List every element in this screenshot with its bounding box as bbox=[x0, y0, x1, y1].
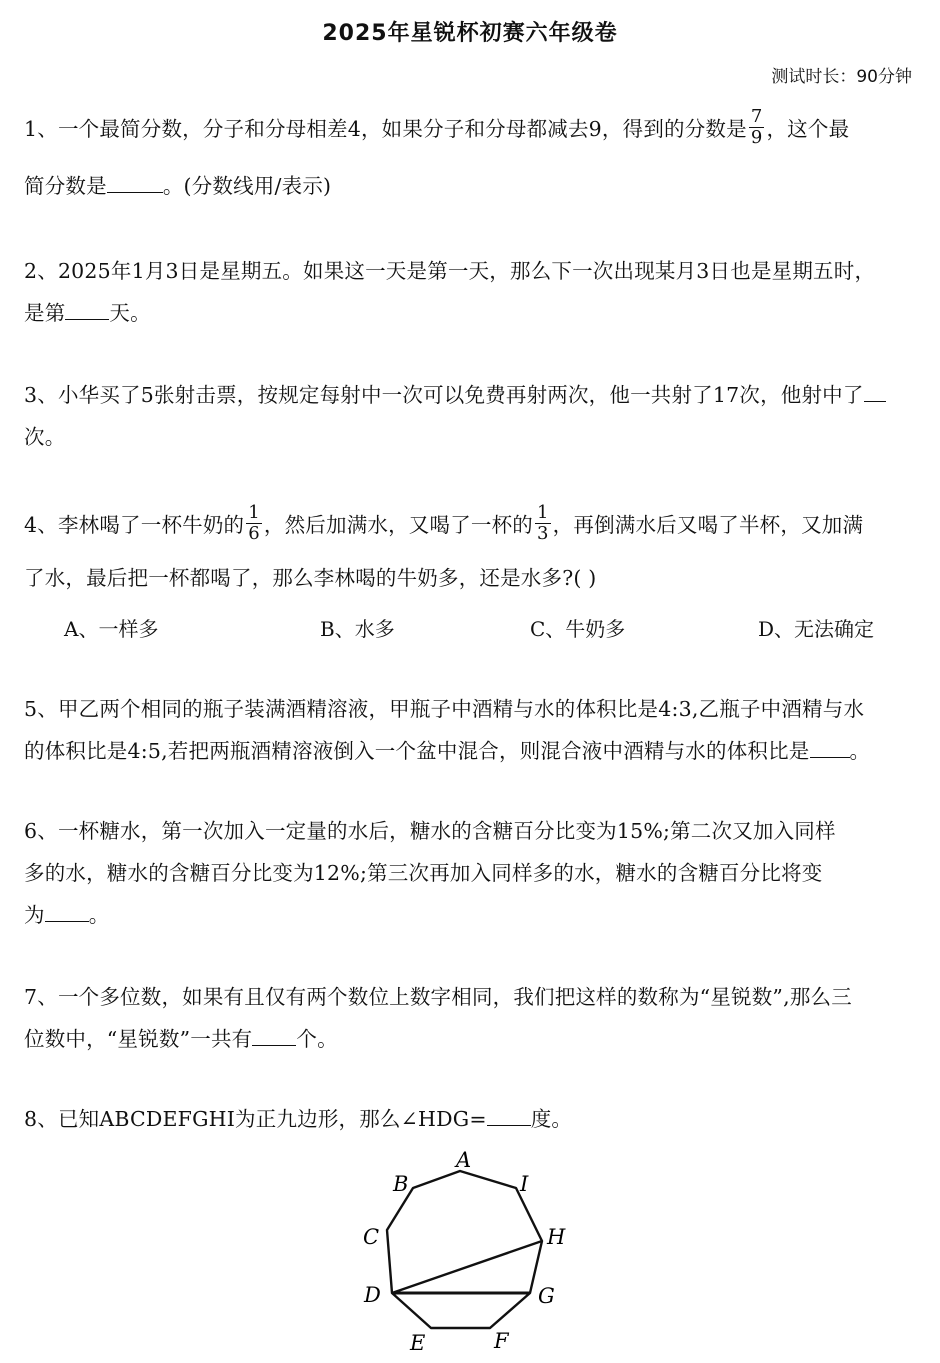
option-c[interactable]: C、牛奶多 bbox=[530, 617, 626, 641]
question-4-text-2: ，然后加满水，又喝了一杯的 bbox=[263, 513, 534, 537]
question-3-text: 3、小华买了5张射击票，按规定每射中一次可以免费再射两次，他一共射了17次，他射中了 bbox=[24, 383, 864, 407]
answer-blank-1[interactable] bbox=[107, 170, 163, 193]
question-2-line-2 bbox=[24, 292, 916, 334]
question-6-text: 为 bbox=[24, 903, 45, 927]
question-5 bbox=[24, 688, 916, 772]
exam-duration: 测试时长：90分钟 bbox=[771, 67, 912, 87]
answer-blank-5[interactable] bbox=[810, 735, 850, 758]
vertex-label-a: A bbox=[456, 1148, 472, 1172]
vertex-label-e: E bbox=[410, 1331, 426, 1355]
vertex-label-f: F bbox=[494, 1329, 509, 1353]
question-5-text-2: 。 bbox=[849, 739, 871, 763]
question-5-text: 的体积比是4:5,若把两瓶酒精溶液倒入一个盆中混合，则混合液中酒精与水的体积比是 bbox=[24, 739, 810, 763]
option-d[interactable]: D、无法确定 bbox=[758, 617, 875, 641]
question-6-line-3 bbox=[24, 894, 916, 936]
fraction-denominator: 9 bbox=[750, 127, 763, 148]
question-8 bbox=[24, 1098, 916, 1140]
question-4 bbox=[24, 504, 916, 599]
vertex-label-h: H bbox=[547, 1225, 566, 1249]
fraction-7-9 bbox=[749, 107, 765, 148]
question-6 bbox=[24, 810, 916, 936]
vertex-label-d: D bbox=[364, 1283, 381, 1307]
question-6-line-2: 多的水，糖水的含糖百分比变为12%;第三次再加入同样多的水，糖水的含糖百分比将变 bbox=[24, 861, 823, 885]
question-1-text-tail: ，这个最 bbox=[766, 117, 850, 141]
question-6-text-2: 。 bbox=[88, 903, 110, 927]
fraction-1-3 bbox=[535, 503, 551, 544]
vertex-label-i: I bbox=[520, 1172, 529, 1196]
question-7 bbox=[24, 976, 916, 1060]
question-5-line-2 bbox=[24, 730, 916, 772]
fraction-numerator: 1 bbox=[248, 502, 260, 523]
option-a[interactable]: A、一样多 bbox=[64, 617, 159, 641]
question-1-line-2 bbox=[24, 165, 916, 207]
question-7-line-2 bbox=[24, 1018, 916, 1060]
question-1-line-1 bbox=[24, 108, 916, 151]
question-1-text-3: 。(分数线用/表示) bbox=[162, 174, 332, 198]
question-3 bbox=[24, 374, 916, 458]
question-8-line-1 bbox=[24, 1098, 916, 1140]
vertex-label-b: B bbox=[393, 1172, 409, 1196]
option-b[interactable]: B、水多 bbox=[320, 617, 395, 641]
question-2 bbox=[24, 250, 916, 334]
question-2-line-1: 2、2025年1月3日是星期五。如果这一天是第一天，那么下一次出现某月3日也是星期五时， bbox=[24, 259, 876, 283]
vertex-label-g: G bbox=[538, 1284, 555, 1308]
fraction-numerator: 1 bbox=[537, 502, 549, 523]
question-5-line-1: 5、甲乙两个相同的瓶子装满酒精溶液，甲瓶子中酒精与水的体积比是4:3,乙瓶子中酒精与水 bbox=[24, 697, 865, 721]
question-1-text: 1、一个最简分数，分子和分母相差4，如果分子和分母都减去9，得到的分数是 bbox=[24, 117, 747, 141]
question-7-text: 位数中，“星锐数”一共有 bbox=[24, 1027, 253, 1051]
vertex-label-c: C bbox=[363, 1225, 380, 1249]
fraction-1-6 bbox=[246, 503, 262, 544]
question-6-line-1: 6、一杯糖水，第一次加入一定量的水后，糖水的含糖百分比变为15%;第二次又加入同样 bbox=[24, 819, 836, 843]
question-7-line-1: 7、一个多位数，如果有且仅有两个数位上数字相同，我们把这样的数称为“星锐数”,那么三 bbox=[24, 985, 852, 1009]
answer-blank-3[interactable] bbox=[864, 379, 886, 402]
question-7-text-2: 个。 bbox=[296, 1027, 338, 1051]
fraction-denominator: 6 bbox=[248, 523, 260, 544]
question-3-line-1 bbox=[24, 374, 916, 416]
question-1 bbox=[24, 108, 916, 207]
answer-blank-2[interactable] bbox=[65, 297, 109, 320]
segment-dh bbox=[392, 1241, 542, 1293]
exam-title: 2025年星锐杯初赛六年级卷 bbox=[322, 21, 618, 46]
question-3-line-2: 次。 bbox=[24, 425, 66, 449]
answer-blank-7[interactable] bbox=[252, 1023, 296, 1046]
fraction-denominator: 3 bbox=[537, 523, 549, 544]
question-8-text: 8、已知ABCDEFGHI为正九边形，那么∠HDG= bbox=[24, 1107, 487, 1131]
fraction-numerator: 7 bbox=[750, 106, 763, 127]
answer-blank-6[interactable] bbox=[45, 899, 89, 922]
question-2-text: 是第 bbox=[24, 301, 66, 325]
question-4-line-1 bbox=[24, 504, 916, 547]
question-4-line-2: 了水，最后把一杯都喝了，那么李林喝的牛奶多，还是水多?( ) bbox=[24, 566, 597, 590]
question-4-text: 4、李林喝了一杯牛奶的 bbox=[24, 513, 245, 537]
question-4-text-3: ，再倒满水后又喝了半杯，又加满 bbox=[552, 513, 864, 537]
answer-blank-8[interactable] bbox=[487, 1103, 531, 1126]
nonagon-figure bbox=[0, 1143, 940, 1363]
question-8-text-2: 度。 bbox=[530, 1107, 573, 1131]
question-1-text-2: 简分数是 bbox=[24, 174, 107, 198]
question-2-text-2: 天。 bbox=[109, 301, 151, 325]
